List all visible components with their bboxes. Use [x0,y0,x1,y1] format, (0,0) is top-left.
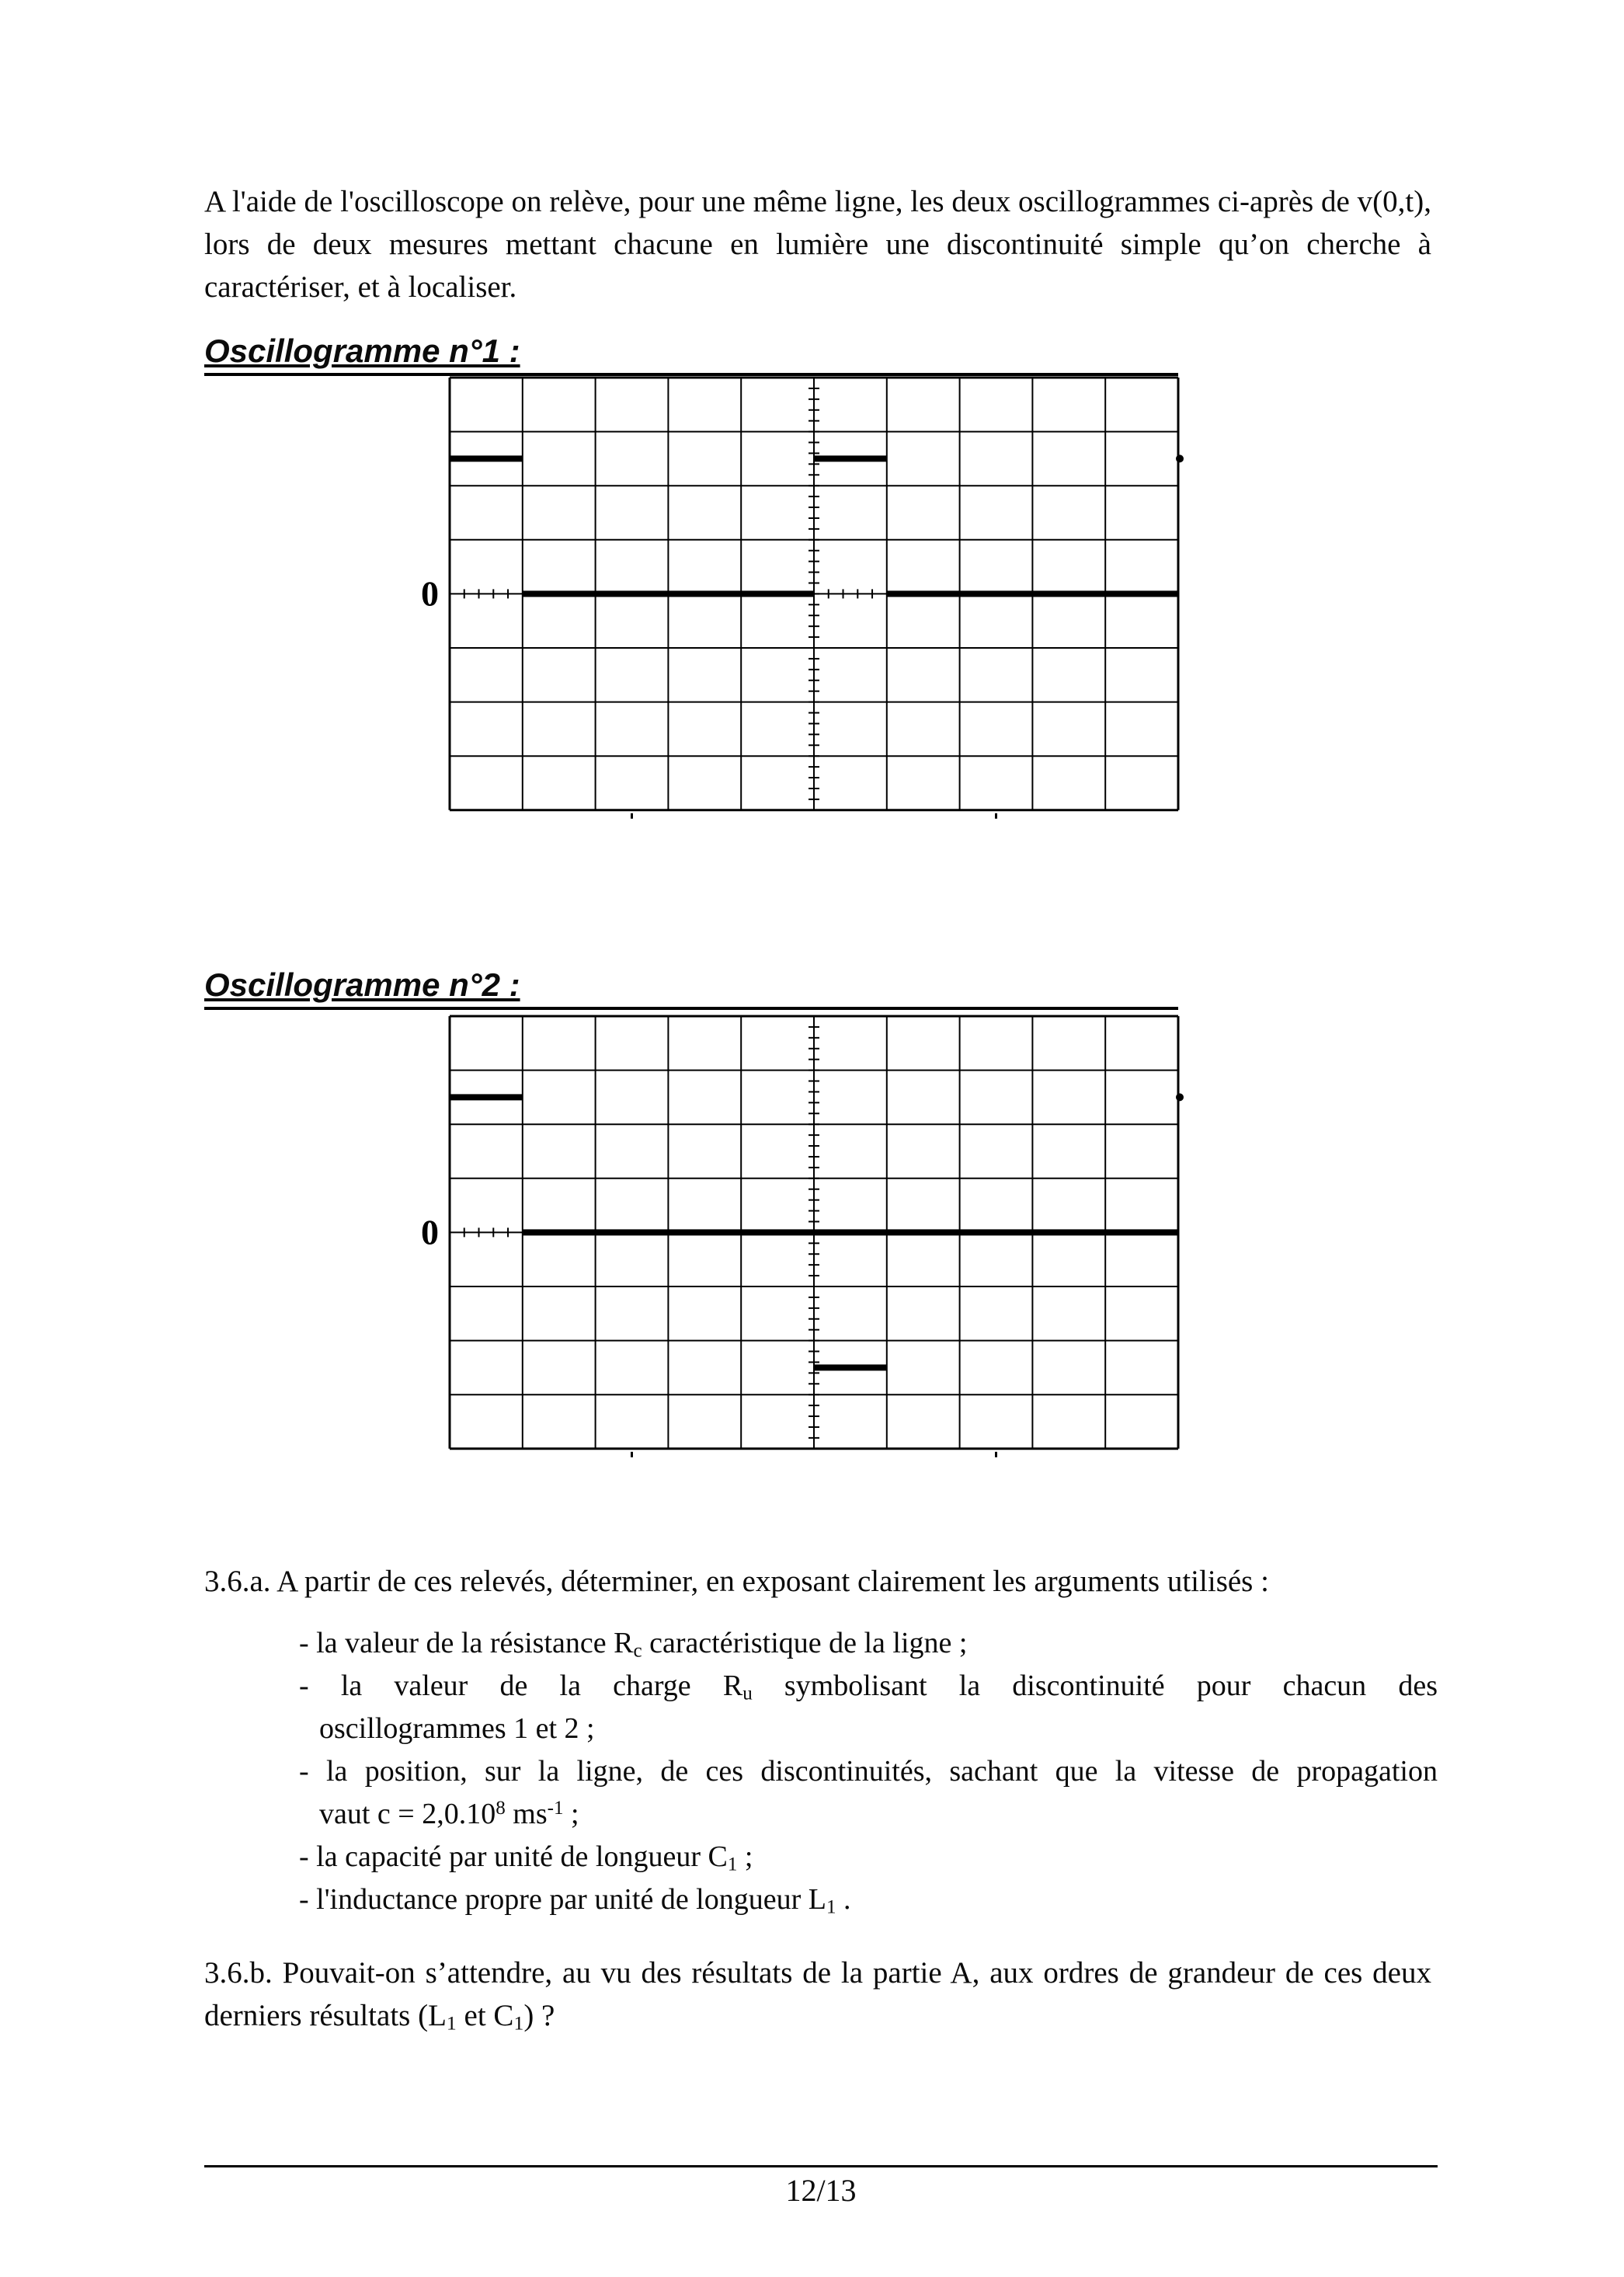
oscillogram-2-heading [204,963,1178,1010]
list-item-line: vaut $c = 2,0.10^8$ $ms^{-1}$ ; [319,1797,579,1830]
svg-text:0: 0 [421,573,439,614]
oscillogram-1-title: Oscillogramme n°1 : [204,332,520,369]
oscillogram-2-plot [403,1011,1188,1466]
intro-paragraph: A l'aide de l'oscilloscope on relève, pour une même ligne, les deux oscillogrammes ci-après de v(0,t), lors de deux mesures mettant chacune en lumière une discontinuité simple qu’on cherche à caractériser, et à localiser. [204,185,1431,304]
list-item-line: - la capacité par unité de longueur $C_1$ ; [299,1840,753,1875]
oscillogram-2-title: Oscillogramme n°2 : [204,966,520,1003]
list-item-line: - la valeur de la charge $R_u$ symbolisant la discontinuité pour chacun des [299,1669,1438,1704]
list-item-line: - la position, sur la ligne, de ces discontinuités, sachant que la vitesse de propagation [299,1755,1438,1788]
page-number: 12/13 [785,2173,857,2208]
requirements-list [299,1622,1438,1921]
list-item-line: - la valeur de la résistance $R_c$ caractéristique de la ligne ; [299,1627,968,1662]
list-item-line: - l'inductance propre par unité de longueur $L_1$ . [299,1883,851,1918]
section-3-6-b: 3.6.b. Pouvait-on s’attendre, au vu des résultats de la partie A, aux ordres de grandeur de ces deux derniers résultats ($L_1$ et $C_1$) ? [204,1956,1431,2035]
oscillogram-2-grid [403,1011,1188,1466]
section-3-6-a-lead: 3.6.a. A partir de ces relevés, déterminer, en exposant clairement les arguments utilisés : [204,1565,1269,1598]
oscillogram-1-plot [403,373,1188,827]
oscillogram-1-grid [403,373,1188,827]
svg-text:0: 0 [421,1212,439,1252]
footer-rule [204,2165,1438,2167]
list-item-line: oscillogrammes 1 et 2 ; [319,1712,595,1745]
oscillogram-1-heading [204,329,1178,376]
